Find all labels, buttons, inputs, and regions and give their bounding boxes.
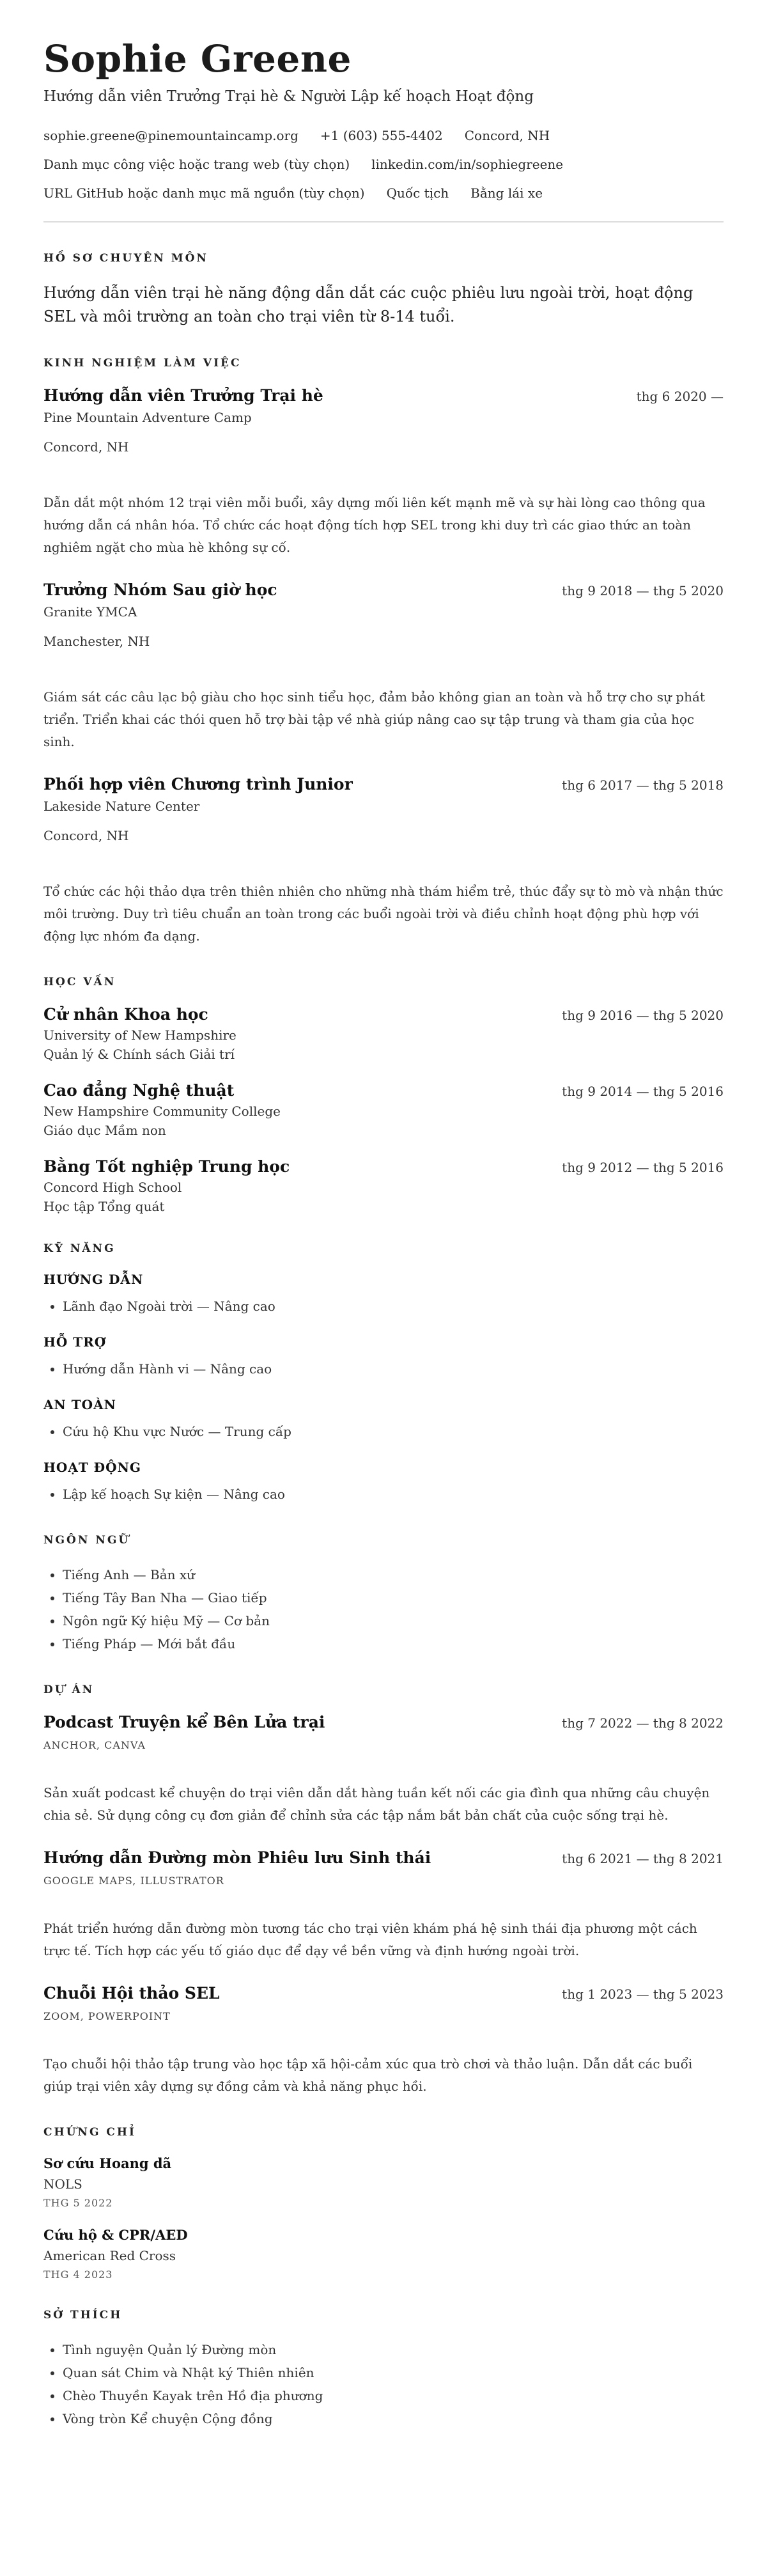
experience-section xyxy=(43,357,724,948)
skills-section xyxy=(43,1242,724,1506)
project-dates: thg 1 2023 — thg 5 2023 xyxy=(562,1987,724,2002)
field-of-study: Quản lý & Chính sách Giải trí xyxy=(43,1047,235,1062)
project-item xyxy=(43,1848,724,1962)
job-title: Hướng dẫn viên Trưởng Trại hè xyxy=(43,386,323,405)
education-title: HỌC VẤN xyxy=(43,976,116,988)
projects-section xyxy=(43,1683,724,2098)
project-name: Chuỗi Hội thảo SEL xyxy=(43,1984,220,2002)
project-tools: ZOOM, POWERPOINT xyxy=(43,2010,171,2022)
projects-title: DỰ ÁN xyxy=(43,1683,95,1696)
project-tools: GOOGLE MAPS, ILLUSTRATOR xyxy=(43,1875,224,1887)
job-dates: thg 6 2020 — xyxy=(636,389,724,404)
skills-title: KỸ NĂNG xyxy=(43,1242,116,1255)
education-dates: thg 9 2016 — thg 5 2020 xyxy=(562,1008,724,1023)
degree-title: Cao đẳng Nghệ thuật xyxy=(43,1081,235,1100)
certification-name: Sơ cứu Hoang dã xyxy=(43,2155,172,2171)
education-item xyxy=(43,1081,724,1138)
field-of-study: Giáo dục Mầm non xyxy=(43,1123,166,1138)
contact-phone[interactable]: +1 (603) 555-4402 xyxy=(320,128,443,143)
skill-group-title: HƯỚNG DẪN xyxy=(43,1272,144,1287)
school-name: University of New Hampshire xyxy=(43,1027,236,1043)
job-title: Trưởng Nhóm Sau giờ học xyxy=(43,581,277,599)
project-dates: thg 6 2021 — thg 8 2021 xyxy=(562,1851,724,1866)
job-organization: Lakeside Nature Center xyxy=(43,799,200,814)
skill-group-title: HỖ TRỢ xyxy=(43,1334,107,1350)
contact-row-3 xyxy=(43,185,724,201)
language-item: • Tiếng Tây Ban Nha — Giao tiếp xyxy=(63,1586,724,1609)
certification-date: THG 4 2023 xyxy=(43,2268,113,2281)
certification-issuer: American Red Cross xyxy=(43,2248,176,2263)
certification-item xyxy=(43,2227,724,2281)
certification-date: THG 5 2022 xyxy=(43,2197,113,2209)
school-name: Concord High School xyxy=(43,1180,182,1195)
project-dates: thg 7 2022 — thg 8 2022 xyxy=(562,1715,724,1731)
skill-list xyxy=(43,1295,724,1318)
interest-item: • Tình nguyện Quản lý Đường mòn xyxy=(63,2338,724,2361)
interest-list xyxy=(43,2338,724,2430)
contact-linkedin[interactable]: linkedin.com/in/sophiegreene xyxy=(371,157,564,172)
certification-item xyxy=(43,2155,724,2209)
project-name: Hướng dẫn Đường mòn Phiêu lưu Sinh thái xyxy=(43,1848,431,1867)
job-description: Giám sát các câu lạc bộ giàu cho học sinh tiểu học, đảm bảo không gian an toàn và hỗ trợ cho sự phát triển. Triển khai các thói quen hỗ trợ bài tập về nhà giúp nâng cao sự tập trung và tham gia của học sinh. xyxy=(43,689,705,749)
header-divider xyxy=(43,221,724,222)
language-item: • Ngôn ngữ Ký hiệu Mỹ — Cơ bản xyxy=(63,1609,724,1632)
skill-list xyxy=(43,1483,724,1506)
contact-github[interactable]: URL GitHub hoặc danh mục mã nguồn (tùy chọn) xyxy=(43,185,365,201)
candidate-name: Sophie Greene xyxy=(43,37,352,81)
languages-section xyxy=(43,1534,724,1655)
job-dates: thg 6 2017 — thg 5 2018 xyxy=(562,777,724,793)
certifications-title: CHỨNG CHỈ xyxy=(43,2126,136,2139)
job-location: Concord, NH xyxy=(43,828,129,843)
project-name: Podcast Truyện kể Bên Lửa trại xyxy=(43,1713,325,1731)
language-item: • Tiếng Anh — Bản xứ xyxy=(63,1563,724,1586)
degree-title: Bằng Tốt nghiệp Trung học xyxy=(43,1157,290,1176)
education-item xyxy=(43,1005,724,1062)
skill-group-title: AN TOÀN xyxy=(43,1397,116,1412)
job-description: Dẫn dắt một nhóm 12 trại viên mỗi buổi, xây dựng mối liên kết mạnh mẽ và sự hài lòng cao thông qua hướng dẫn cá nhân hóa. Tổ chức các hoạt động tích hợp SEL trong khi duy trì các giao thức an toàn nghiêm ngặt cho mùa hè không sự cố. xyxy=(43,495,706,555)
skill-item: • Cứu hộ Khu vực Nước — Trung cấp xyxy=(63,1420,724,1443)
education-section xyxy=(43,976,724,1214)
project-tools: ANCHOR, CANVA xyxy=(43,1739,146,1751)
education-item xyxy=(43,1157,724,1214)
education-dates: thg 9 2012 — thg 5 2016 xyxy=(562,1160,724,1175)
field-of-study: Học tập Tổng quát xyxy=(43,1199,165,1214)
contact-email[interactable]: sophie.greene@pinemountaincamp.org xyxy=(43,128,298,143)
contact-license: Bằng lái xe xyxy=(470,185,543,201)
experience-item xyxy=(43,386,724,559)
experience-item xyxy=(43,775,724,948)
job-title: Phối hợp viên Chương trình Junior xyxy=(43,775,353,793)
skill-item: • Hướng dẫn Hành vi — Nâng cao xyxy=(63,1357,724,1380)
degree-title: Cử nhân Khoa học xyxy=(43,1005,208,1024)
job-location: Manchester, NH xyxy=(43,634,150,649)
interests-title: SỞ THÍCH xyxy=(43,2309,123,2322)
certifications-section xyxy=(43,2126,724,2281)
skill-list xyxy=(43,1420,724,1443)
language-list xyxy=(43,1563,724,1655)
experience-title: KINH NGHIỆM LÀM VIỆC xyxy=(43,357,242,370)
certification-issuer: NOLS xyxy=(43,2176,82,2192)
interest-item: • Vòng tròn Kể chuyện Cộng đồng xyxy=(63,2407,724,2430)
interest-item: • Quan sát Chim và Nhật ký Thiên nhiên xyxy=(63,2361,724,2384)
skill-group-title: HOẠT ĐỘNG xyxy=(43,1460,141,1475)
resume-header xyxy=(43,38,724,201)
school-name: New Hampshire Community College xyxy=(43,1104,281,1119)
project-item xyxy=(43,1713,724,1827)
languages-title: NGÔN NGỮ xyxy=(43,1534,130,1547)
interests-section xyxy=(43,2309,724,2430)
skill-item: • Lập kế hoạch Sự kiện — Nâng cao xyxy=(63,1483,724,1506)
summary-text: Hướng dẫn viên trại hè năng động dẫn dắt các cuộc phiêu lưu ngoài trời, hoạt động SEL và môi trường an toàn cho trại viên từ 8-14 tuổi. xyxy=(43,284,693,325)
summary-section xyxy=(43,252,724,329)
job-description: Tổ chức các hội thảo dựa trên thiên nhiên cho những nhà thám hiểm trẻ, thúc đẩy sự tò mò và nhận thức môi trường. Duy trì tiêu chuẩn an toàn trong các buổi ngoài trời và điều chỉnh hoạt động phù hợp với động lực nhóm đa dạng. xyxy=(43,884,724,944)
contact-row-1 xyxy=(43,128,724,143)
candidate-headline: Hướng dẫn viên Trưởng Trại hè & Người Lập kế hoạch Hoạt động xyxy=(43,88,534,105)
job-dates: thg 9 2018 — thg 5 2020 xyxy=(562,583,724,598)
skill-list xyxy=(43,1357,724,1380)
job-organization: Granite YMCA xyxy=(43,604,137,620)
education-dates: thg 9 2014 — thg 5 2016 xyxy=(562,1084,724,1099)
project-description: Phát triển hướng dẫn đường mòn tương tác cho trại viên khám phá hệ sinh thái địa phương một cách trực tế. Tích hợp các yếu tố giáo dục để dạy về bền vững và định hướng ngoài trời. xyxy=(43,1921,697,1958)
job-location: Concord, NH xyxy=(43,439,129,455)
interest-item: • Chèo Thuyền Kayak trên Hồ địa phương xyxy=(63,2384,724,2407)
summary-title: HỒ SƠ CHUYÊN MÔN xyxy=(43,252,208,265)
contact-portfolio[interactable]: Danh mục công việc hoặc trang web (tùy chọn) xyxy=(43,157,350,172)
job-organization: Pine Mountain Adventure Camp xyxy=(43,410,252,425)
project-description: Sản xuất podcast kể chuyện do trại viên dẫn dắt hàng tuần kết nối các gia đình qua những câu chuyện chia sẻ. Sử dụng công cụ đơn giản để chỉnh sửa các tập nắm bắt bản chất của cuộc sống trại hè. xyxy=(43,1785,710,1823)
skill-item: • Lãnh đạo Ngoài trời — Nâng cao xyxy=(63,1295,724,1318)
project-description: Tạo chuỗi hội thảo tập trung vào học tập xã hội-cảm xúc qua trò chơi và thảo luận. Dẫn dắt các buổi giúp trại viên xây dựng sự đồng cảm và khả năng phục hồi. xyxy=(43,2056,693,2094)
contact-location: Concord, NH xyxy=(464,128,550,143)
experience-item xyxy=(43,581,724,753)
project-item xyxy=(43,1984,724,2098)
language-item: • Tiếng Pháp — Mới bắt đầu xyxy=(63,1632,724,1655)
contact-row-2 xyxy=(43,157,724,172)
contact-nationality: Quốc tịch xyxy=(386,185,449,201)
certification-name: Cứu hộ & CPR/AED xyxy=(43,2227,188,2243)
